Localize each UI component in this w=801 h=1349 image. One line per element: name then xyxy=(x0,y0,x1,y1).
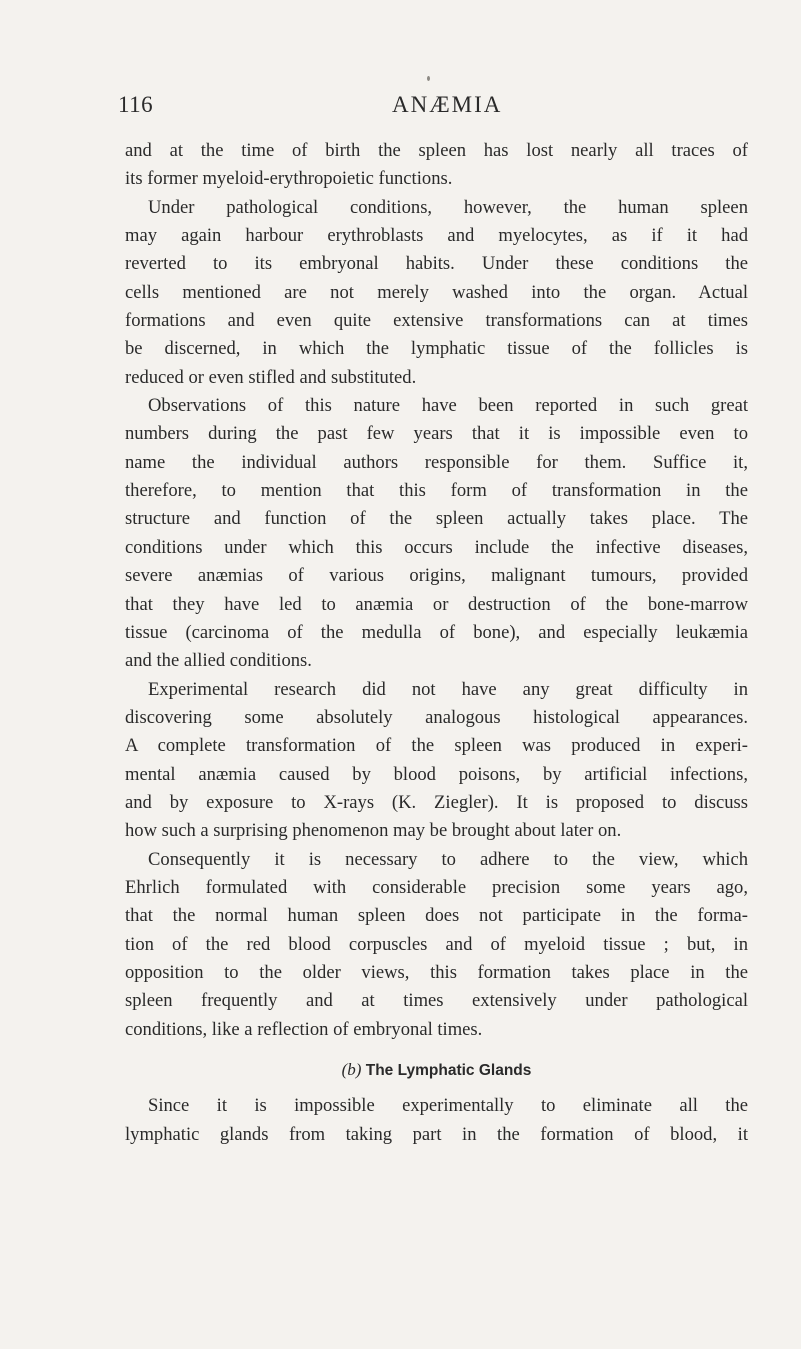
text-line: its former myeloid-erythropoietic functions. xyxy=(125,168,453,190)
text-line: tion of the red blood corpuscles and of myeloid tissue ; but, in xyxy=(125,933,748,955)
running-title: ANÆMIA xyxy=(392,92,503,117)
text-line: structure and function of the spleen actually takes place. The xyxy=(125,508,748,530)
section-title: The Lymphatic Glands xyxy=(365,1062,532,1079)
text-line: and by exposure to X-rays (K. Ziegler). It is proposed to discuss xyxy=(125,791,748,813)
section-label: (b) xyxy=(341,1060,362,1079)
text-line: tissue (carcinoma of the medulla of bone), and especially leukæmia xyxy=(125,621,748,643)
text-line: and at the time of birth the spleen has lost nearly all traces of xyxy=(125,140,748,161)
text-line: and the allied conditions. xyxy=(125,650,312,672)
text-line: mental anæmia caused by blood poisons, by artificial infections, xyxy=(125,763,748,785)
paragraph-first-line: Experimental research did not have any great difficulty in xyxy=(148,678,748,700)
text-line: how such a surprising phenomenon may be brought about later on. xyxy=(125,820,622,842)
text-line: reverted to its embryonal habits. Under these conditions the xyxy=(125,253,748,275)
paragraph-first-line: Under pathological conditions, however, the human spleen xyxy=(148,196,748,218)
text-line: therefore, to mention that this form of transformation in the xyxy=(125,480,748,502)
text-line: reduced or even stifled and substituted. xyxy=(125,366,417,388)
text-line: name the individual authors responsible for them. Suffice it, xyxy=(125,451,748,473)
text-line: discovering some absolutely analogous histological appearances. xyxy=(125,706,748,728)
page-number: 116 xyxy=(118,92,154,117)
text-line: opposition to the older views, this formation takes place in the xyxy=(125,961,748,983)
text-line: lymphatic glands from taking part in the formation of blood, it xyxy=(125,1123,748,1145)
text-line: severe anæmias of various origins, malignant tumours, provided xyxy=(125,565,748,587)
text-line: spleen frequently and at times extensively under pathological xyxy=(125,990,748,1012)
text-line: conditions under which this occurs include the infective diseases, xyxy=(125,536,748,558)
print-speck xyxy=(427,76,430,81)
text-line: conditions, like a reflection of embryonal times. xyxy=(125,1018,483,1040)
paragraph-first-line: Observations of this nature have been reported in such great xyxy=(148,395,748,417)
section-heading xyxy=(125,1056,748,1084)
text-line: may again harbour erythroblasts and myelocytes, as if it had xyxy=(125,225,748,247)
text-line: cells mentioned are not merely washed into the organ. Actual xyxy=(125,281,748,303)
text-line: formations and even quite extensive transformations can at times xyxy=(125,310,748,332)
paragraph-first-line: Consequently it is necessary to adhere to the view, which xyxy=(148,848,748,870)
text-line: that they have led to anæmia or destruction of the bone-marrow xyxy=(125,593,748,615)
text-line: be discerned, in which the lymphatic tissue of the follicles is xyxy=(125,338,748,360)
running-head xyxy=(118,92,738,124)
paragraph-first-line: Since it is impossible experimentally to eliminate all the xyxy=(148,1095,748,1117)
text-line: Ehrlich formulated with considerable precision some years ago, xyxy=(125,876,748,898)
body-text xyxy=(125,137,748,1149)
text-line: numbers during the past few years that it is impossible even to xyxy=(125,423,748,445)
text-line: that the normal human spleen does not participate in the forma- xyxy=(125,905,748,927)
text-line: A complete transformation of the spleen was produced in experi- xyxy=(125,735,748,757)
